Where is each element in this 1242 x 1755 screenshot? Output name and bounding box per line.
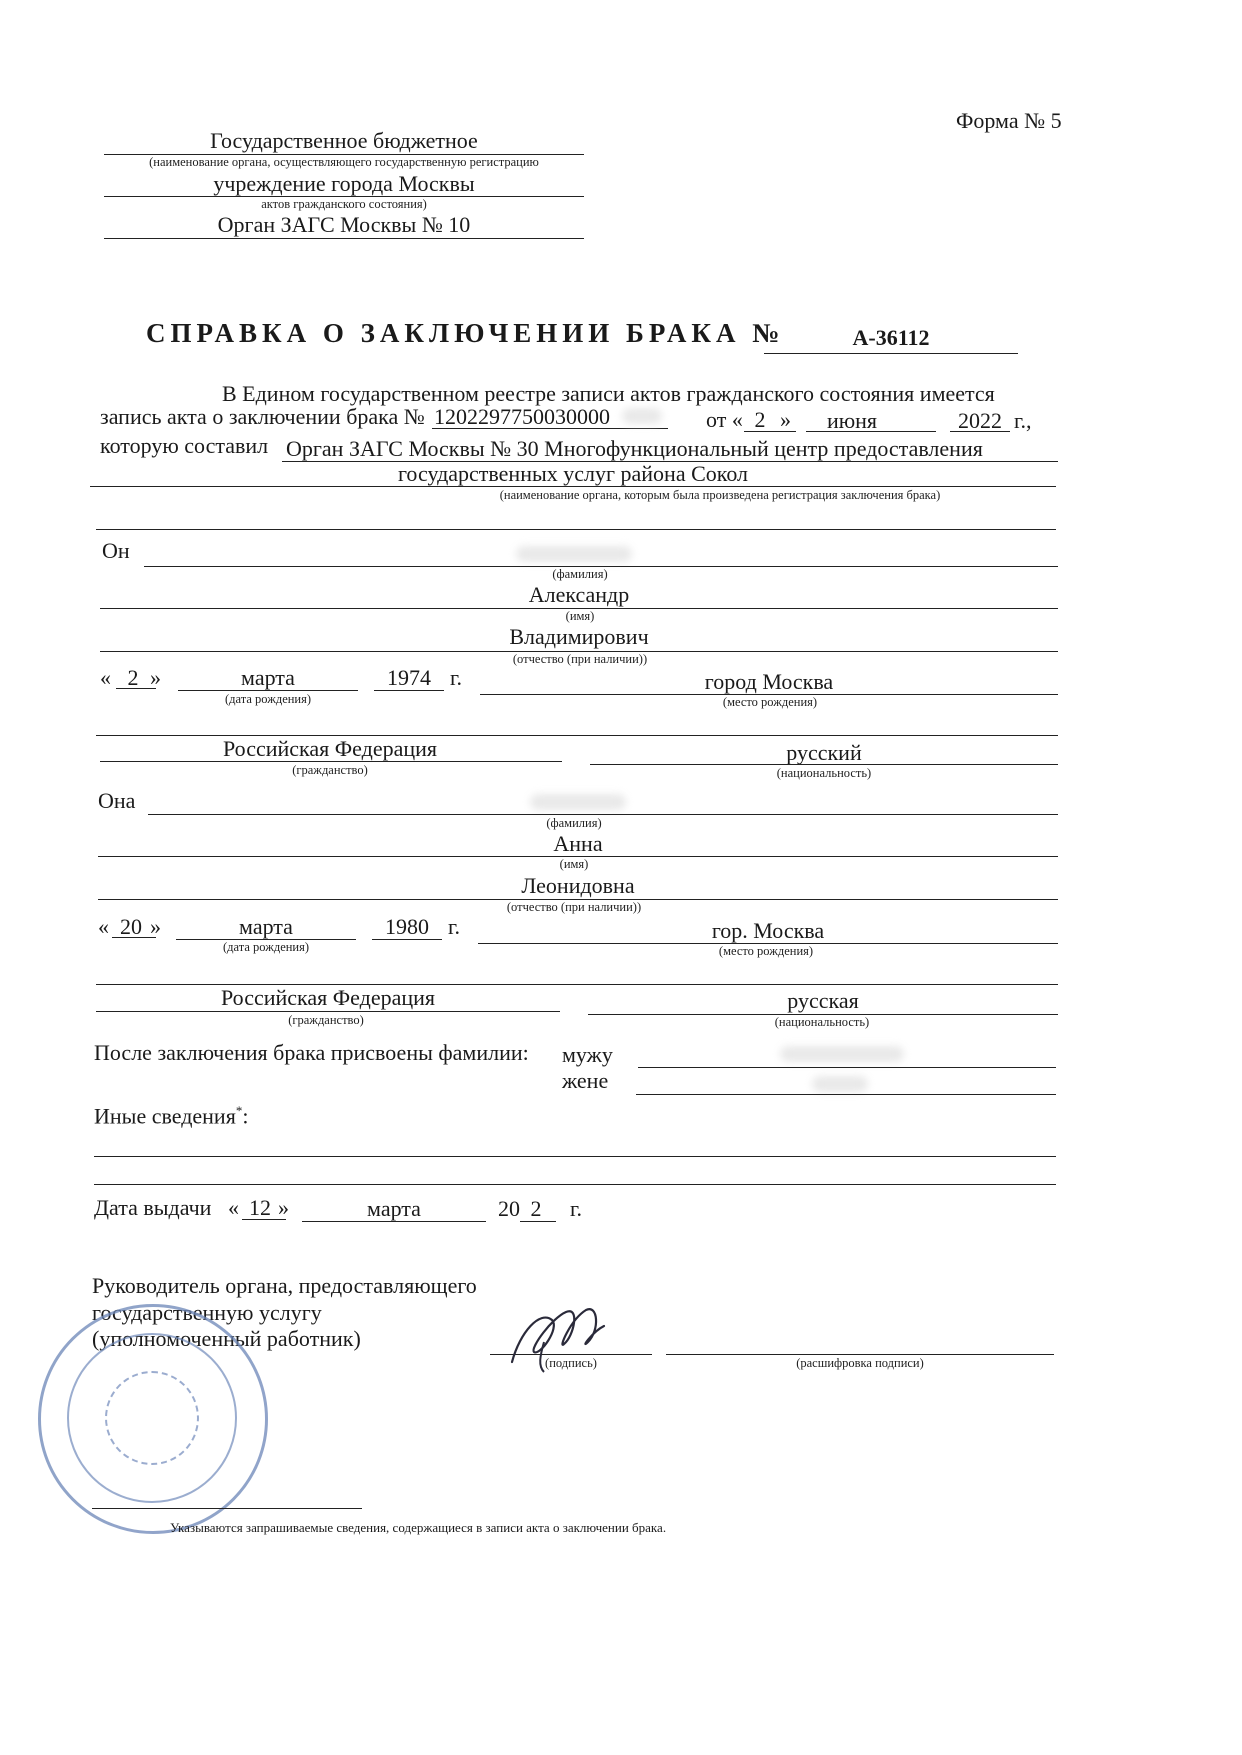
divider [432, 428, 668, 429]
divider [636, 1094, 1056, 1095]
issue-day-open: « [228, 1195, 239, 1220]
divider [302, 1221, 486, 1222]
record-date-close: » [780, 407, 791, 432]
divider [96, 529, 1056, 530]
stamp-emblem [105, 1371, 199, 1465]
he-patronymic-caption: (отчество (при наличии)) [512, 652, 648, 666]
record-number: 1202297750030000 [434, 404, 610, 429]
composed-by-caption: (наименование органа, которым была произведена регистрация заключения брака) [499, 488, 941, 502]
divider [666, 1354, 1054, 1355]
he-citizenship-caption: (гражданство) [292, 763, 368, 777]
wife-label: жене [562, 1068, 609, 1093]
divider [806, 431, 936, 432]
organ-line-3: Орган ЗАГС Москвы № 10 [217, 212, 471, 237]
she-citizenship: Российская Федерация [220, 985, 436, 1010]
issue-year-suffix: г. [570, 1196, 583, 1221]
form-number-label: Форма № 5 [956, 108, 1062, 133]
she-patronymic: Леонидовна [521, 873, 635, 898]
husband-label: мужу [562, 1042, 613, 1067]
divider [242, 1219, 286, 1220]
he-label: Он [102, 538, 130, 563]
signatory-line-2: государственную услугу [92, 1300, 322, 1325]
divider [374, 690, 444, 691]
he-birth-place: город Москва [704, 669, 834, 694]
composed-by-label: которую составил [100, 433, 269, 458]
divider [94, 1184, 1056, 1185]
footnote-text: Указываются запрашиваемые сведения, содержащиеся в записи акта о заключении брака. [170, 1520, 667, 1535]
redaction [516, 546, 632, 562]
divider [744, 431, 796, 432]
he-nationality: русский [786, 740, 862, 765]
handwritten-signature [500, 1292, 620, 1376]
she-birth-place: гор. Москва [711, 918, 825, 943]
he-citizenship: Российская Федерация [222, 736, 438, 761]
divider [178, 690, 358, 691]
signature-caption: (подпись) [545, 1356, 597, 1370]
divider [90, 486, 1056, 487]
organ-line-2: учреждение города Москвы [213, 171, 475, 196]
he-birth-month: марта [241, 665, 295, 690]
certificate-number: А-36112 [852, 325, 930, 350]
official-stamp [38, 1304, 268, 1534]
she-surname-caption: (фамилия) [546, 816, 602, 830]
divider [764, 353, 1018, 354]
she-nationality-caption: (национальность) [774, 1015, 870, 1029]
divider [590, 764, 1058, 765]
she-birth-month: марта [239, 914, 293, 939]
she-patronymic-caption: (отчество (при наличии)) [506, 900, 642, 914]
organ-caption-2: актов гражданского состояния) [261, 197, 427, 211]
she-birth-place-caption: (место рождения) [718, 944, 814, 958]
she-birth-year: 1980 [385, 914, 429, 939]
issue-date-label: Дата выдачи [94, 1195, 212, 1220]
he-name-caption: (имя) [565, 609, 595, 623]
divider [520, 1221, 556, 1222]
issue-year-prefix: 20 [498, 1196, 520, 1221]
divider [950, 431, 1010, 432]
divider [112, 937, 156, 938]
document-title: СПРАВКА О ЗАКЛЮЧЕНИИ БРАКА № [146, 318, 785, 348]
he-patronymic: Владимирович [509, 624, 649, 649]
intro-line-2-prefix: запись акта о заключении брака № [100, 404, 425, 429]
divider [96, 1011, 560, 1012]
divider [638, 1067, 1056, 1068]
record-year: 2022 [958, 408, 1002, 433]
he-name: Александр [528, 582, 630, 607]
redaction [530, 794, 626, 810]
divider [116, 688, 156, 689]
she-birth-year-suffix: г. [448, 914, 461, 939]
she-label: Она [98, 788, 136, 813]
composed-by-1: Орган ЗАГС Москвы № 30 Многофункциональный центр предоставления [286, 436, 983, 461]
divider [100, 761, 562, 762]
organ-line-1: Государственное бюджетное [210, 128, 478, 153]
redaction [780, 1046, 904, 1062]
he-birth-place-caption: (место рождения) [722, 695, 818, 709]
intro-line-1: В Едином государственном реестре записи актов гражданского состояния имеется [222, 381, 995, 406]
she-name-caption: (имя) [559, 857, 589, 871]
divider [148, 814, 1058, 815]
she-nationality: русская [787, 988, 859, 1013]
he-birth-year: 1974 [387, 665, 431, 690]
she-name: Анна [553, 831, 603, 856]
he-surname-caption: (фамилия) [552, 567, 608, 581]
record-month: июня [826, 408, 878, 433]
he-birth-year-suffix: г. [450, 665, 463, 690]
divider [372, 939, 442, 940]
signatory-line-3: (уполномоченный работник) [92, 1326, 361, 1351]
issue-day: 12 [249, 1195, 271, 1220]
he-birth-day-close: » [150, 665, 161, 690]
issue-day-close: » [278, 1195, 289, 1220]
redaction [622, 408, 662, 424]
issue-year-digit: 2 [530, 1196, 542, 1221]
record-year-suffix: г., [1014, 408, 1032, 433]
surnames-after-label: После заключения брака присвоены фамилии: [94, 1040, 529, 1065]
she-birth-day-open: « [98, 914, 109, 939]
issue-month: марта [367, 1196, 421, 1221]
he-nationality-caption: (национальность) [776, 766, 872, 780]
composed-by-2: государственных услуг района Сокол [397, 461, 749, 486]
she-citizenship-caption: (гражданство) [288, 1013, 364, 1027]
signature-decode-caption: (расшифровка подписи) [796, 1356, 924, 1370]
footnote-divider [92, 1508, 362, 1509]
other-info-label: Иные сведения*: [94, 1103, 249, 1129]
redaction [812, 1076, 868, 1092]
signatory-line-1: Руководитель органа, предоставляющего [92, 1273, 477, 1298]
footnote-mark: * [235, 1103, 243, 1118]
record-date-from: от « [706, 407, 743, 432]
he-birth-date-caption: (дата рождения) [224, 692, 312, 706]
organ-caption-1: (наименование органа, осуществляющего государственную регистрацию [149, 155, 539, 169]
she-birth-date-caption: (дата рождения) [222, 940, 310, 954]
he-birth-day-open: « [100, 665, 111, 690]
divider [104, 238, 584, 239]
he-birth-day: 2 [127, 665, 139, 690]
she-birth-day: 20 [120, 914, 142, 939]
record-day: 2 [754, 407, 766, 432]
she-birth-day-close: » [150, 914, 161, 939]
divider [94, 1156, 1056, 1157]
